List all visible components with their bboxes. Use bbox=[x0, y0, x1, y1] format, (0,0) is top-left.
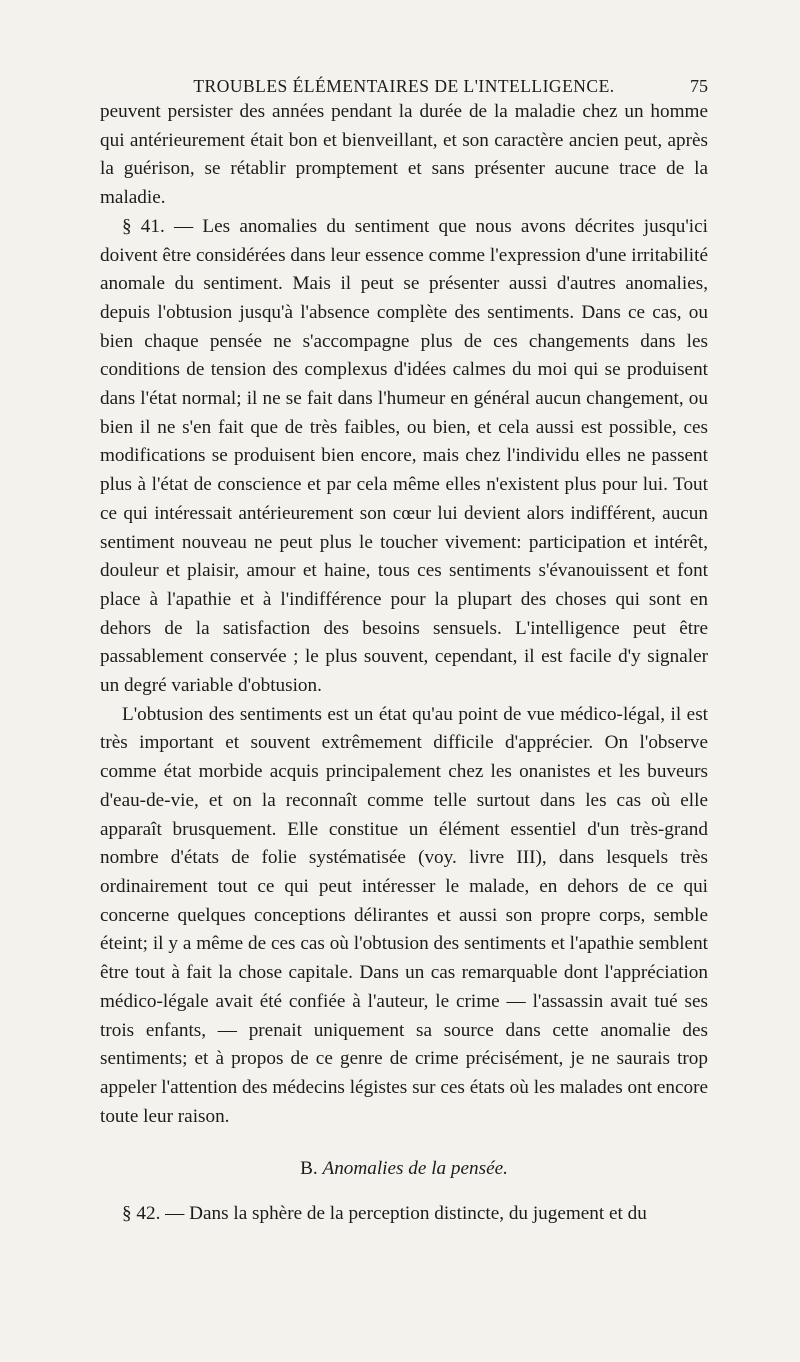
running-title: TROUBLES ÉLÉMENTAIRES DE L'INTELLIGENCE. bbox=[193, 76, 615, 96]
paragraph-obtusion: L'obtusion des sentiments est un état qu'au point de vue médico-légal, il est très important et souvent extrêmement difficile d'apprécier. On l'observe comme état morbide acquis principalement chez les onanistes et les buveurs d'eau-de-vie, et on la reconnaît comme telle surtout dans les cas où elle apparaît brusquement. Elle constitue un élément essentiel d'un très-grand nombre d'états de folie systématisée (voy. livre III), dans lesquels très ordinairement tout ce qui peut intéresser le malade, en dehors de ce qui concerne quelques conceptions délirantes et aussi son propre corps, semble éteint; il y a même de ces cas où l'obtusion des sentiments et l'apathie semblent être tout à fait la chose capitale. Dans un cas remarquable dont l'appréciation médico-légale avait été confiée à l'auteur, le crime — l'assassin avait tué ses trois enfants, — prenait uniquement sa source dans cette anomalie des sentiments; et à propos de ce genre de crime précisément, je ne saurais trop appeler l'attention des médecins légistes sur ces états où les malades ont encore toute leur raison. bbox=[100, 703, 708, 1127]
section-letter: B. bbox=[300, 1158, 318, 1180]
section-heading bbox=[100, 1155, 708, 1184]
paragraph-section-42: § 42. — Dans la sphère de la perception distincte, du jugement et du bbox=[122, 1203, 647, 1225]
running-header bbox=[100, 62, 708, 96]
paragraph-section-41: § 41. — Les anomalies du sentiment que nous avons décrites jusqu'ici doivent être considérées dans leur essence comme l'expression d'une irritabilité anomale du sentiment. Mais il peut se présenter aussi d'autres anomalies, depuis l'obtusion jusqu'à l'absence complète des sentiments. Dans ce cas, ou bien chaque pensée ne s'accompagne plus de ces changements dans les conditions de tension des complexus d'idées calmes du moi qui se produisent dans l'état normal; il ne se fait dans l'humeur en général aucun changement, ou bien il ne s'en fait que de très faibles, ou bien, et cela aussi est possible, ces modifications se produisent bien encore, mais chez l'individu elles ne passent plus à l'état de conscience et par cela même elles n'existent plus pour lui. Tout ce qui intéressait antérieurement son cœur lui devient alors indifférent, aucun sentiment nouveau ne peut plus le toucher vivement: participation et intérêt, douleur et plaisir, amour et haine, tous ces sentiments s'évanouissent et font place à l'apathie et à l'indifférence pour la plupart des choses qui sont en dehors de la satisfaction des besoins sensuels. L'intelligence peut être passablement conservée ; le plus souvent, cependant, il est facile d'y signaler un degré variable d'obtusion. bbox=[100, 215, 708, 697]
page-number: 75 bbox=[690, 76, 708, 96]
section-title: Anomalies de la pensée. bbox=[322, 1158, 508, 1180]
paragraph-continuation: peuvent persister des années pendant la durée de la maladie chez un homme qui antérieurement était bon et bienveillant, et son caractère ancien peut, après la guérison, se rétablir promptement et sans présenter aucune trace de la maladie. bbox=[100, 101, 708, 209]
body-text bbox=[100, 98, 708, 1229]
